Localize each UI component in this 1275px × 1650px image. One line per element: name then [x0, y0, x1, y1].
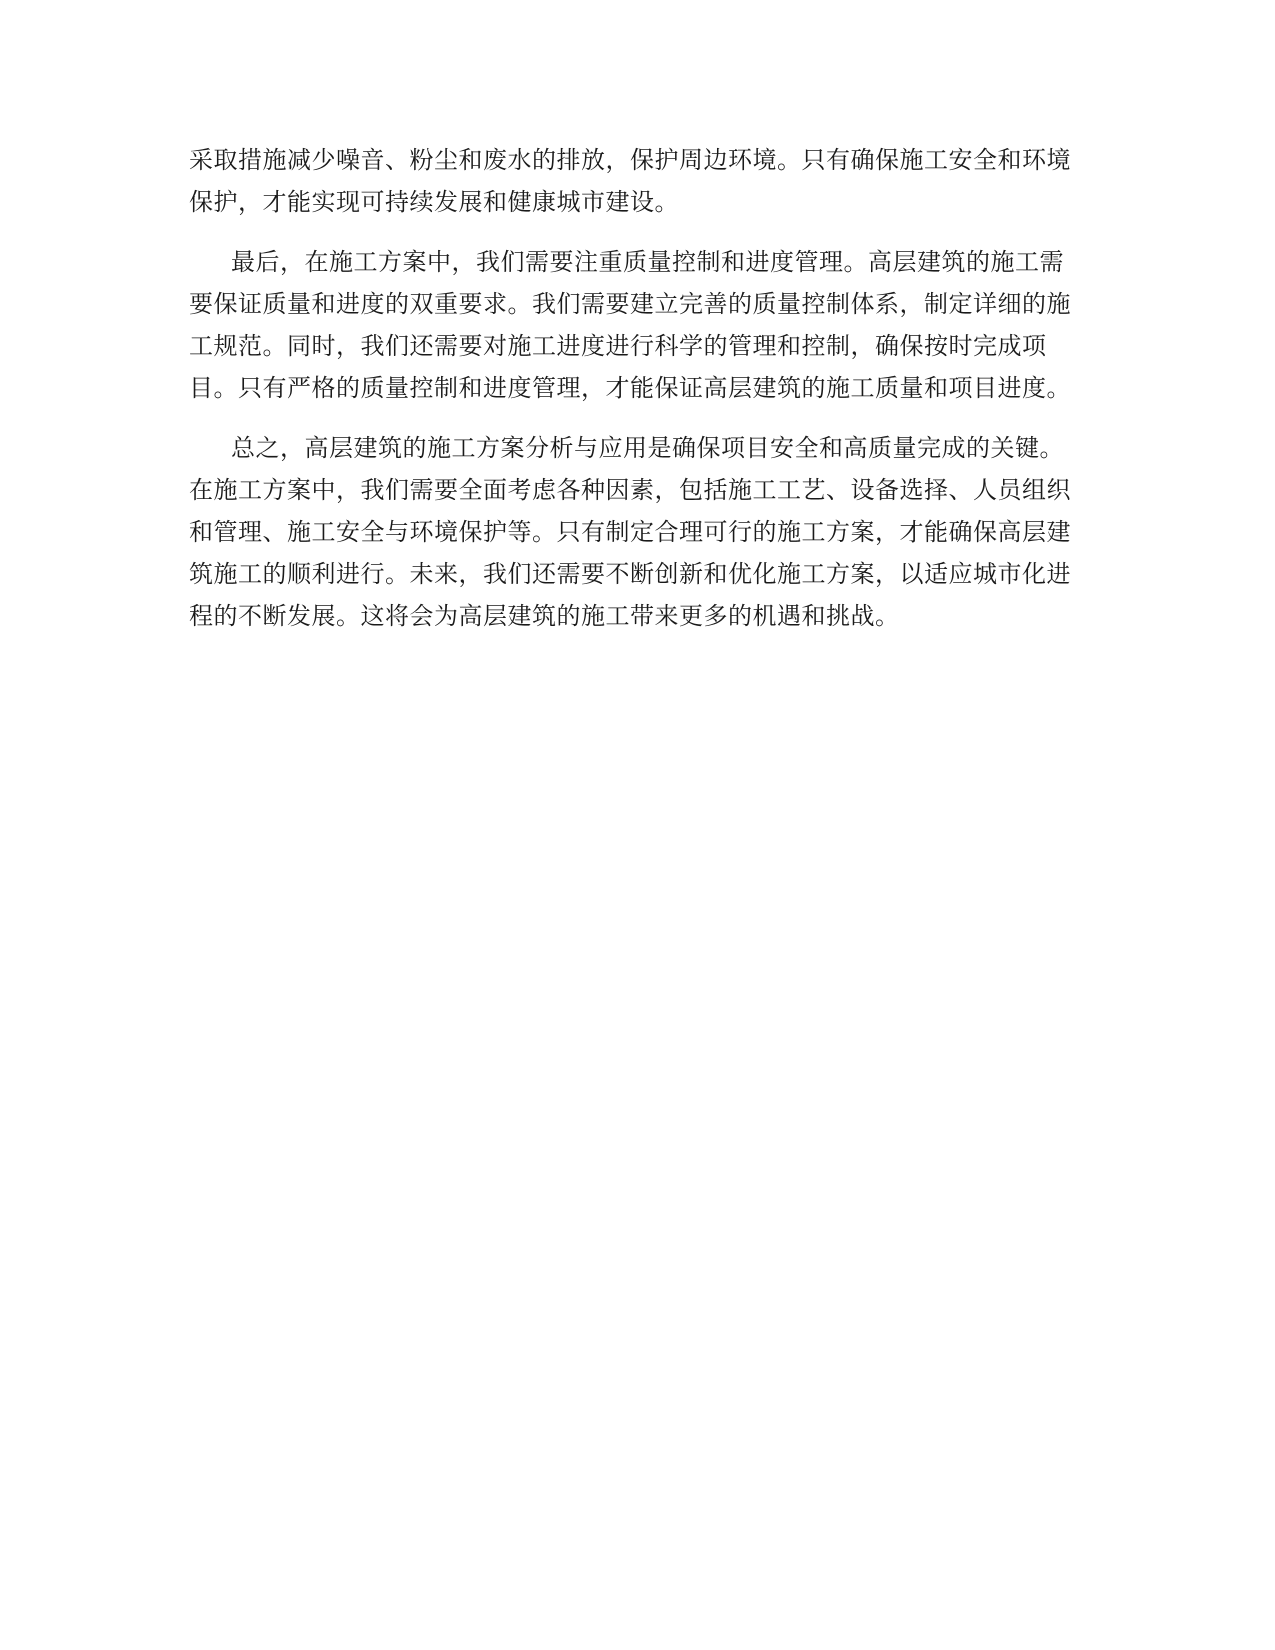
text-line: 最后，在施工方案中，我们需要注重质量控制和进度管理。高层建筑的施工需 — [231, 248, 1064, 276]
text-line: 要保证质量和进度的双重要求。我们需要建立完善的质量控制体系，制定详细的施 — [189, 290, 1071, 318]
text-line: 和管理、施工安全与环境保护等。只有制定合理可行的施工方案，才能确保高层建 — [189, 518, 1071, 546]
text-line: 采取措施减少噪音、粉尘和废水的排放，保护周边环境。只有确保施工安全和环境 — [189, 146, 1071, 174]
body-text — [189, 139, 1089, 655]
text-line: 在施工方案中，我们需要全面考虑各种因素，包括施工工艺、设备选择、人员组织 — [189, 476, 1071, 504]
text-line: 总之，高层建筑的施工方案分析与应用是确保项目安全和高质量完成的关键。 — [231, 434, 1064, 462]
text-line: 筑施工的顺利进行。未来，我们还需要不断创新和优化施工方案，以适应城市化进 — [189, 560, 1071, 588]
paragraph-quality-progress — [189, 241, 1089, 409]
text-line: 目。只有严格的质量控制和进度管理，才能保证高层建筑的施工质量和项目进度。 — [189, 374, 1071, 402]
paragraph-environment-protection — [189, 139, 1089, 223]
paragraph-conclusion — [189, 427, 1089, 637]
text-line: 保护，才能实现可持续发展和健康城市建设。 — [189, 188, 679, 216]
text-line: 程的不断发展。这将会为高层建筑的施工带来更多的机遇和挑战。 — [189, 602, 900, 630]
text-line: 工规范。同时，我们还需要对施工进度进行科学的管理和控制，确保按时完成项 — [189, 332, 1047, 360]
